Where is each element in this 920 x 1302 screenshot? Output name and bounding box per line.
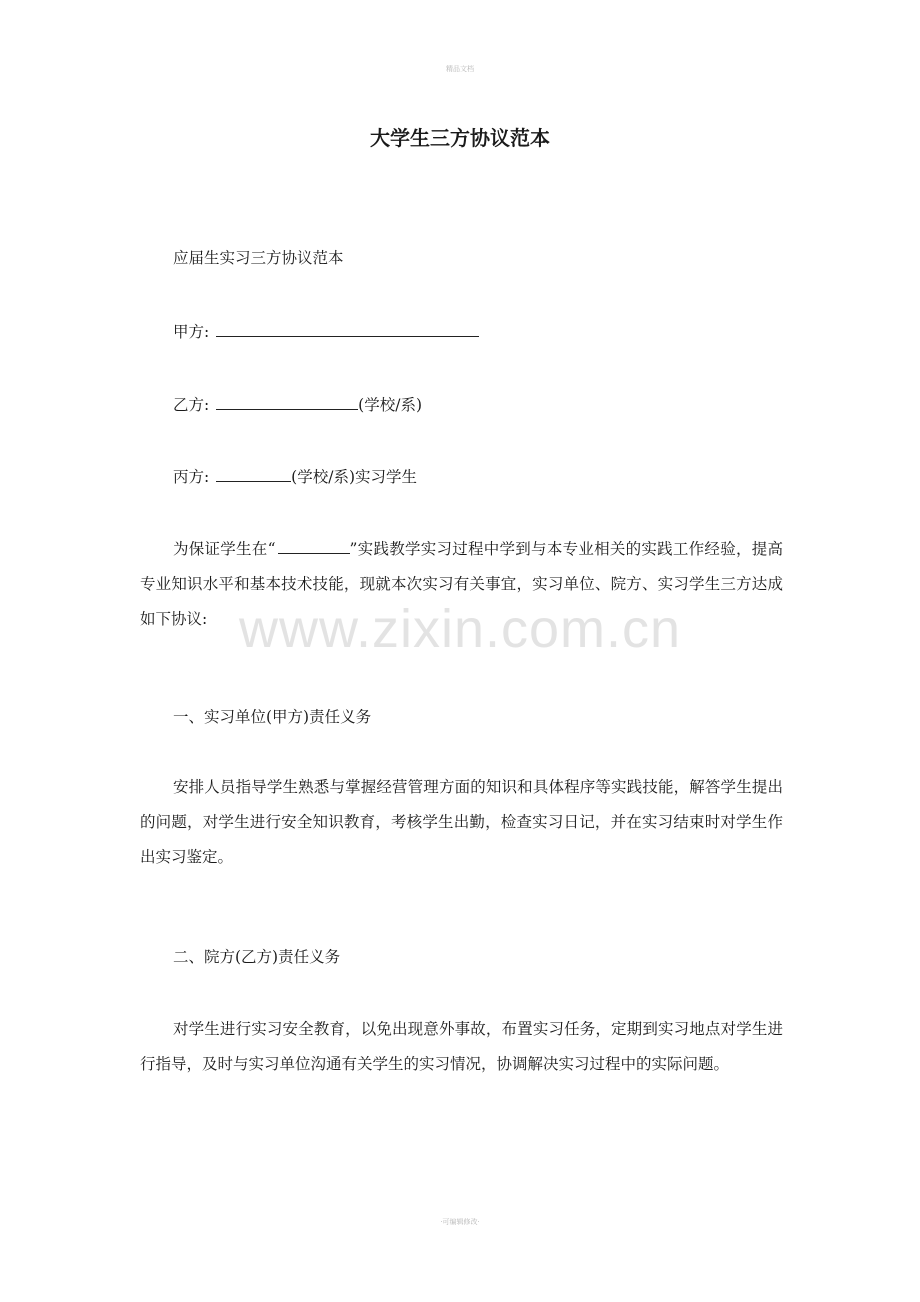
party-b-suffix: (学校/系)	[358, 396, 422, 414]
watermark: www.zixin.com.cn	[238, 599, 682, 659]
party-c-line	[173, 466, 417, 487]
intro-prefix: 为保证学生在“	[173, 540, 276, 558]
party-b-line	[173, 394, 422, 415]
party-c-label: 丙方:	[173, 468, 210, 486]
intro-paragraph	[140, 532, 783, 637]
party-a-blank[interactable]	[216, 321, 479, 337]
section-1-body: 安排人员指导学生熟悉与掌握经营管理方面的知识和具体程序等实践技能，解答学生提出的问题，对学生进行安全知识教育，考核学生出勤，检查实习日记，并在实习结束时对学生作出实习鉴定。	[140, 778, 783, 866]
section-2-body: 对学生进行实习安全教育，以免出现意外事故，布置实习任务，定期到实习地点对学生进行指导，及时与实习单位沟通有关学生的实习情况，协调解决实习过程中的实际问题。	[140, 1020, 783, 1073]
party-c-suffix: (学校/系)实习学生	[291, 468, 417, 486]
section-2-heading: 二、院方(乙方)责任义务	[173, 948, 341, 966]
subtitle: 应届生实习三方协议范本	[173, 249, 344, 267]
party-a-line	[173, 321, 479, 342]
party-c-blank[interactable]	[216, 466, 291, 482]
intro-suffix: ”实践教学实习过程中学到与本专业相关的实践工作经验，提高专业知识水平和基本技术技能，现就本次实习有关事宜，实习单位、院方、实习学生三方达成如下协议:	[140, 540, 783, 628]
footer-mark: ·可编辑修改·	[440, 1218, 480, 1226]
party-b-blank[interactable]	[216, 394, 358, 410]
party-a-label: 甲方:	[173, 323, 210, 341]
practice-name-blank[interactable]	[278, 538, 350, 554]
header-mark: 精品文档	[446, 65, 474, 73]
section-1-heading: 一、实习单位(甲方)责任义务	[173, 708, 372, 726]
document-title: 大学生三方协议范本	[370, 126, 550, 150]
party-b-label: 乙方:	[173, 396, 210, 414]
